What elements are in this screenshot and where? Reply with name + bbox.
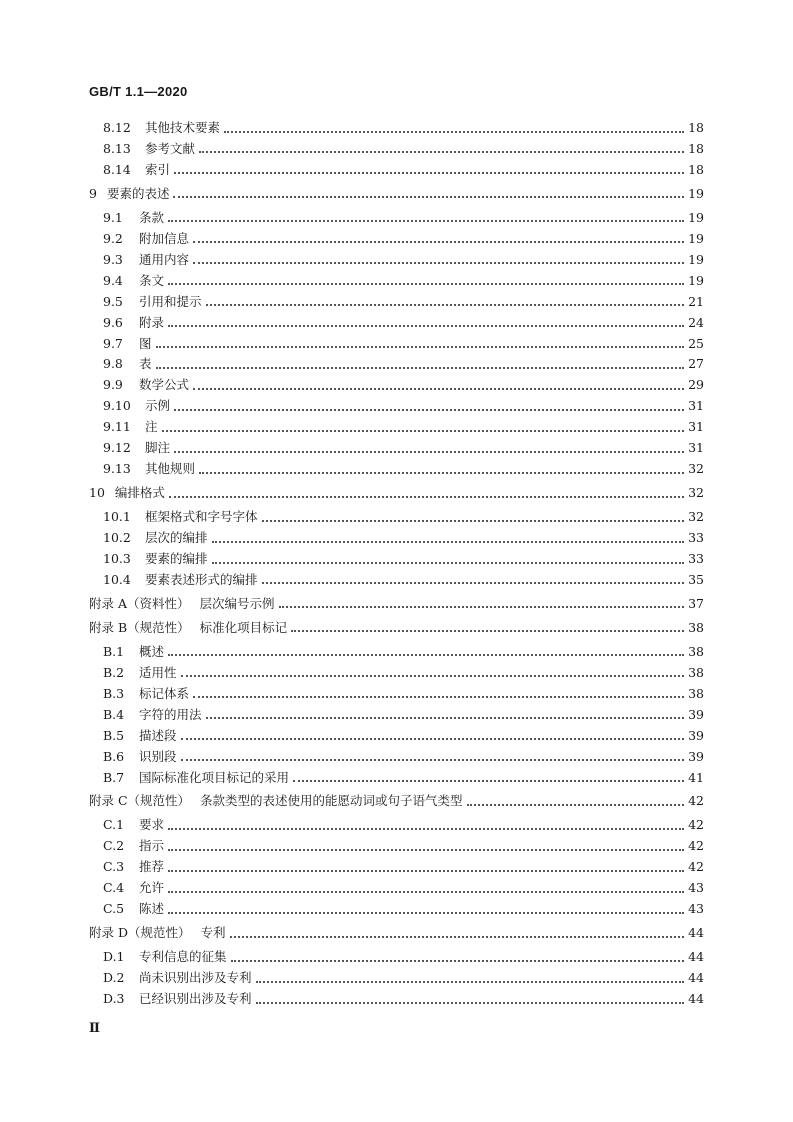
toc-entry-page: 42 [688,793,704,809]
toc-entry-number: 9.12 [103,440,131,456]
toc-entry-number: B.2 [103,664,125,680]
toc-entry-number: 附录 A（资料性） [89,595,190,611]
dot-leader [279,605,685,608]
toc-entry-number: C.4 [103,880,125,896]
toc-entry-page: 43 [688,901,704,917]
dot-leader [230,935,685,938]
dot-leader [174,171,684,174]
toc-entry[interactable] [89,507,704,527]
toc-entry[interactable] [89,878,704,898]
toc-entry-title: 框架格式和字号字体 [145,509,258,525]
toc-entry[interactable] [89,396,704,416]
toc-entry-number: 10 [89,485,105,501]
toc-entry-title: 引用和提示 [139,293,202,309]
dot-leader [224,130,684,133]
dot-leader [168,324,684,327]
toc-entry-title: 参考文献 [145,140,196,156]
toc-entry[interactable] [89,184,704,204]
toc-entry-title: 专利信息的征集 [139,949,227,965]
toc-entry-title: 适用性 [139,664,177,680]
toc-entry-number: 9.8 [103,356,123,372]
dot-leader [168,827,684,830]
toc-entry-page: 42 [688,817,704,833]
dot-leader [162,429,685,432]
toc-entry-title: 通用内容 [139,251,190,267]
toc-entry-page: 19 [688,251,704,267]
dot-leader [467,803,685,806]
toc-entry-title: 条款 [139,209,165,225]
toc-entry[interactable] [89,313,704,333]
toc-entry-title: 索引 [145,161,171,177]
dot-leader [206,716,685,719]
toc-entry-title: 要素的表述 [106,185,170,201]
toc-entry-page: 42 [688,859,704,875]
toc-entry[interactable] [89,354,704,374]
toc-entry-title: 允许 [139,880,165,896]
toc-entry-title: 编排格式 [114,485,165,501]
toc-entry-page: 32 [688,461,704,477]
toc-entry[interactable] [89,250,704,270]
toc-entry-page: 44 [688,949,704,965]
toc-entry[interactable] [89,438,704,458]
toc-entry[interactable] [89,549,704,569]
toc-entry-number: 10.4 [103,571,131,587]
dot-leader [156,366,685,369]
toc-entry[interactable] [89,684,704,704]
toc-entry-title: 识别段 [139,748,177,764]
toc-entry-title: 表 [139,356,152,372]
toc-entry-title: 字符的用法 [139,706,202,722]
dot-leader [199,150,684,153]
standard-number: GB/T 1.1—2020 [89,84,188,99]
toc-entry-page: 31 [688,398,704,414]
toc-entry[interactable] [89,836,704,856]
toc-entry-number: B.7 [103,769,125,785]
toc-entry-title: 图 [139,335,152,351]
toc-entry[interactable] [89,528,704,548]
toc-entry-page: 39 [688,727,704,743]
dot-leader [174,408,684,411]
toc-entry-number: 9.4 [103,272,123,288]
toc-entry-title: 条文 [139,272,165,288]
dot-leader [199,471,684,474]
toc-entry-page: 31 [688,440,704,456]
toc-entry[interactable] [89,160,704,180]
toc-entry-number: 9.1 [103,209,123,225]
toc-entry-number: 8.12 [103,120,131,135]
toc-entry-number: C.3 [103,859,125,875]
toc-entry[interactable] [89,594,704,614]
toc-entry-number: 附录 D（规范性） [89,925,191,941]
toc-entry[interactable] [89,923,704,943]
toc-entry[interactable] [89,118,704,138]
toc-entry-title: 专利 [200,925,226,941]
toc-entry[interactable] [89,334,704,354]
toc-entry-number: C.1 [103,817,125,833]
toc-entry-page: 44 [688,925,704,941]
toc-entry-title: 标准化项目标记 [199,619,288,635]
toc-entry-page: 19 [688,272,704,288]
toc-entry-number: B.5 [103,727,125,743]
toc-entry-page: 19 [688,230,704,246]
toc-entry-title: 层次的编排 [145,530,208,546]
toc-entry-page: 38 [688,664,704,680]
toc-entry-page: 19 [688,209,704,225]
toc-entry-number: C.5 [103,901,125,917]
dot-leader [262,519,685,522]
toc-entry-page: 18 [688,161,704,177]
dot-leader [156,345,685,348]
toc-entry-number: B.3 [103,685,125,701]
toc-entry[interactable] [89,899,704,919]
dot-leader [262,581,685,584]
toc-entry-title: 指示 [139,838,165,854]
toc-entry[interactable] [89,857,704,877]
toc-entry-page: 38 [688,685,704,701]
dot-leader [168,869,684,872]
toc-entry-title: 层次编号示例 [199,595,275,611]
page-number: Ⅱ [89,1021,100,1036]
toc-entry-number: C.2 [103,838,125,854]
toc-entry-title: 国际标准化项目标记的采用 [139,769,290,785]
dot-leader [168,653,684,656]
toc-entry-number: D.2 [103,970,125,986]
toc-entry-title: 附加信息 [139,230,190,246]
dot-leader [181,737,685,740]
toc-entry-title: 其他规则 [145,461,196,477]
toc-entry-title: 要素表述形式的编排 [145,571,258,587]
toc-entry-title: 其他技术要素 [145,120,221,135]
toc-entry[interactable] [89,642,704,662]
toc-entry-number: B.4 [103,706,125,722]
toc-entry-number: 9.13 [103,461,131,477]
toc-entry-title: 标记体系 [139,685,190,701]
toc-entry[interactable] [89,139,704,159]
toc-entry[interactable] [89,815,704,835]
toc-entry[interactable] [89,968,704,988]
toc-entry-page: 38 [688,643,704,659]
toc-entry-page: 25 [688,335,704,351]
toc-entry[interactable] [89,417,704,437]
toc-entry[interactable] [89,483,704,503]
toc-entry[interactable] [89,618,704,638]
toc-entry-page: 43 [688,880,704,896]
toc-entry-number: 8.14 [103,161,131,177]
toc-entry[interactable] [89,791,704,811]
toc-entry[interactable] [89,229,704,249]
toc-entry[interactable] [89,208,704,228]
toc-entry-number: 附录 B（规范性） [89,619,190,635]
toc-entry-page: 32 [688,485,704,501]
toc-entry-title: 条款类型的表述使用的能愿动词或句子语气类型 [200,793,463,809]
toc-entry-page: 18 [688,140,704,156]
toc-entry[interactable] [89,459,704,479]
toc-entry[interactable] [89,663,704,683]
toc-entry-number: 9.5 [103,293,123,309]
toc-entry[interactable] [89,989,704,1009]
toc-entry-page: 41 [688,769,704,785]
toc-entry-page: 33 [688,551,704,566]
dot-leader [173,195,684,198]
toc-entry-number: 8.13 [103,140,131,156]
toc-entry-title: 示例 [145,398,171,414]
toc-entry-title: 数学公式 [139,377,190,393]
toc-entry-title: 描述段 [139,727,177,743]
dot-leader [193,261,684,264]
toc-entry-number: 10.3 [103,551,131,566]
dot-leader [206,303,685,306]
dot-leader [231,959,685,962]
toc-entry[interactable] [89,570,704,590]
toc-entry-title: 尚未识别出涉及专利 [139,970,252,986]
toc-entry-title: 附录 [139,314,165,330]
toc-entry-page: 35 [688,571,704,587]
toc-entry-title: 已经识别出涉及专利 [139,991,252,1006]
toc-entry[interactable] [89,375,704,395]
dot-leader [291,629,684,632]
toc-entry-page: 19 [688,185,704,201]
toc-entry-number: 9.2 [103,230,123,246]
toc-entry[interactable] [89,271,704,291]
dot-leader [168,219,684,222]
toc-entry-number: D.1 [103,949,125,965]
dot-leader [193,240,684,243]
dot-leader [174,450,684,453]
toc-entry-page: 39 [688,706,704,722]
toc-entry-title: 要求 [139,817,165,833]
toc-entry-number: 9.3 [103,251,123,267]
toc-entry-page: 18 [688,120,704,135]
toc-entry-title: 推荐 [139,859,165,875]
toc-entry-number: B.1 [103,643,125,659]
toc-entry-page: 44 [688,970,704,986]
toc-entry-number: 9.11 [103,419,131,435]
toc-entry-number: 10.2 [103,530,131,546]
toc-entry[interactable] [89,705,704,725]
toc-entry-title: 陈述 [139,901,165,917]
toc-entry-page: 21 [688,293,704,309]
toc-entry-number: 9.7 [103,335,123,351]
dot-leader [293,779,684,782]
toc-entry-page: 27 [688,356,704,372]
toc-entry-number: 9.10 [103,398,131,414]
toc-entry[interactable] [89,747,704,767]
toc-entry-page: 39 [688,748,704,764]
toc-entry-page: 38 [688,619,704,635]
toc-entry-title: 要素的编排 [145,551,208,566]
dot-leader [256,1001,685,1004]
dot-leader [212,540,685,543]
toc-entry-number: 附录 C（规范性） [89,793,191,809]
dot-leader [168,890,684,893]
toc-entry-page: 33 [688,530,704,546]
toc-entry-page: 42 [688,838,704,854]
toc-entry-number: B.6 [103,748,125,764]
toc-entry-number: 10.1 [103,509,131,525]
toc-entry-title: 注 [145,419,158,435]
toc-entry-number: 9.6 [103,314,123,330]
dot-leader [193,387,684,390]
toc-entry-page: 24 [688,314,704,330]
toc-entry-title: 概述 [139,643,165,659]
dot-leader [212,561,685,564]
dot-leader [168,282,684,285]
toc-entry[interactable] [89,768,704,788]
toc-entry-page: 44 [688,991,704,1006]
toc-entry-page: 37 [688,595,704,611]
toc-entry-number: 9 [89,185,97,201]
dot-leader [168,848,684,851]
dot-leader [181,758,685,761]
dot-leader [168,911,684,914]
toc-entry-page: 31 [688,419,704,435]
toc-entry-number: D.3 [103,991,125,1006]
dot-leader [169,495,684,498]
toc-entry-page: 29 [688,377,704,393]
toc-entry[interactable] [89,726,704,746]
toc-entry-number: 9.9 [103,377,123,393]
toc-entry-page: 32 [688,509,704,525]
dot-leader [256,980,685,983]
dot-leader [181,674,685,677]
toc-entry[interactable] [89,947,704,967]
toc-entry[interactable] [89,292,704,312]
toc-entry-title: 脚注 [145,440,171,456]
dot-leader [193,695,684,698]
